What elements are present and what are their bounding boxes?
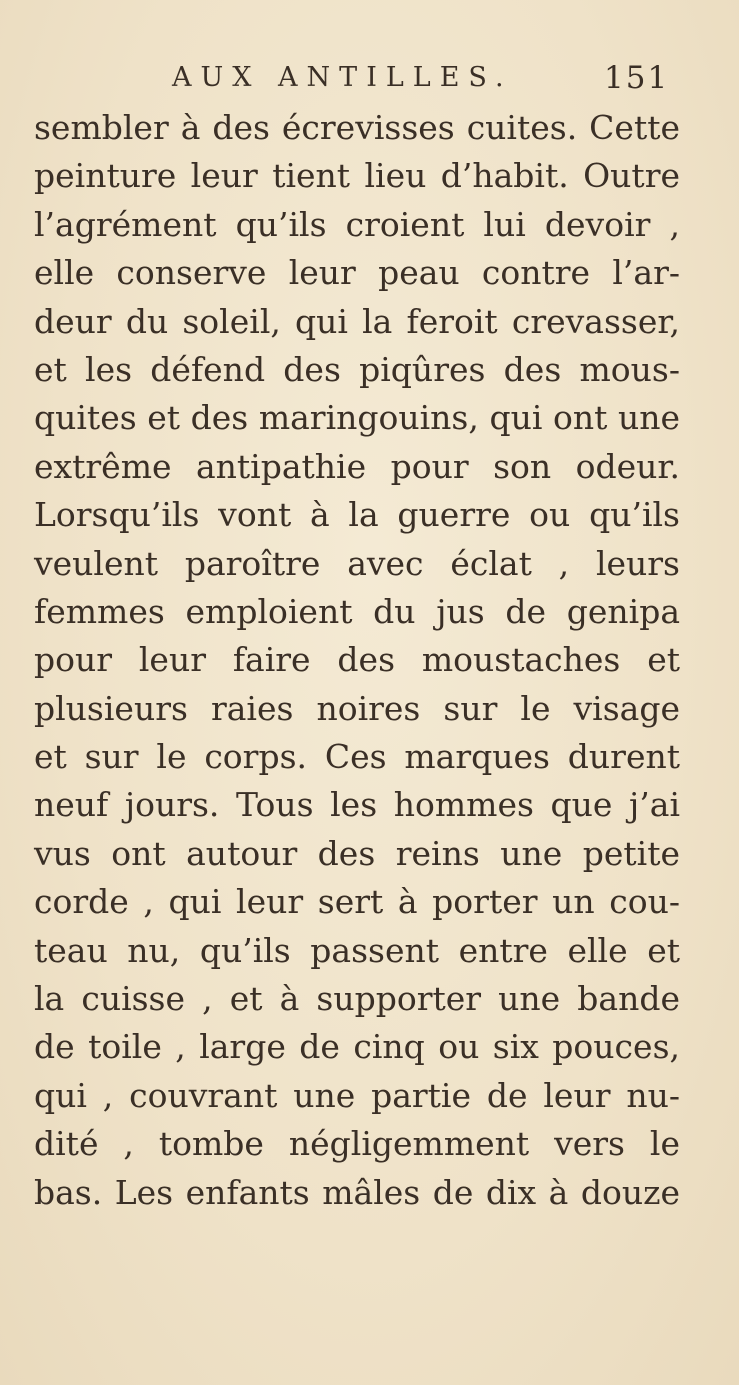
text-line: neuf jours. Tous les hommes que j’ai	[34, 785, 680, 825]
text-line: et sur le corps. Ces marques durent	[34, 737, 680, 777]
text-line: qui , couvrant une partie de leur nu-	[34, 1075, 680, 1115]
text-line: plusieurs raies noires sur le visage	[34, 688, 680, 728]
text-line: sembler à des écrevisses cuites. Cette	[34, 108, 680, 147]
page-header	[0, 58, 739, 98]
text-line: teau nu, qu’ils passent entre elle et	[34, 930, 680, 970]
text-line: l’agrément qu’ils croient lui devoir ,	[34, 204, 680, 244]
text-line: dité , tombe négligemment vers le	[34, 1124, 680, 1164]
text-line: de toile , large de cinq ou six pouces,	[34, 1027, 680, 1067]
text-line: deur du soleil, qui la feroit crevasser,	[34, 301, 680, 341]
text-line: la cuisse , et à supporter une bande	[34, 979, 680, 1019]
text-line: elle conserve leur peau contre l’ar-	[34, 253, 680, 293]
text-line: pour leur faire des moustaches et	[34, 640, 680, 680]
text-line: quites et des maringouins, qui ont une	[34, 398, 680, 438]
text-line: bas. Les enfants mâles de dix à douze	[34, 1172, 680, 1212]
text-line: veulent paroître avec éclat , leurs	[34, 543, 680, 583]
text-line: extrême antipathie pour son odeur.	[34, 446, 680, 486]
body-text	[34, 104, 680, 1217]
text-line: corde , qui leur sert à porter un cou-	[34, 882, 680, 922]
text-line: vus ont autour des reins une petite	[34, 833, 680, 873]
running-head: AUX ANTILLES.	[172, 62, 513, 93]
page-number: 151	[604, 60, 670, 96]
text-line: peinture leur tient lieu d’habit. Outre	[34, 156, 680, 196]
text-line: Lorsqu’ils vont à la guerre ou qu’ils	[34, 495, 680, 535]
text-line: et les défend des piqûres des mous-	[34, 349, 680, 389]
text-line: femmes emploient du jus de genipa	[34, 591, 680, 631]
